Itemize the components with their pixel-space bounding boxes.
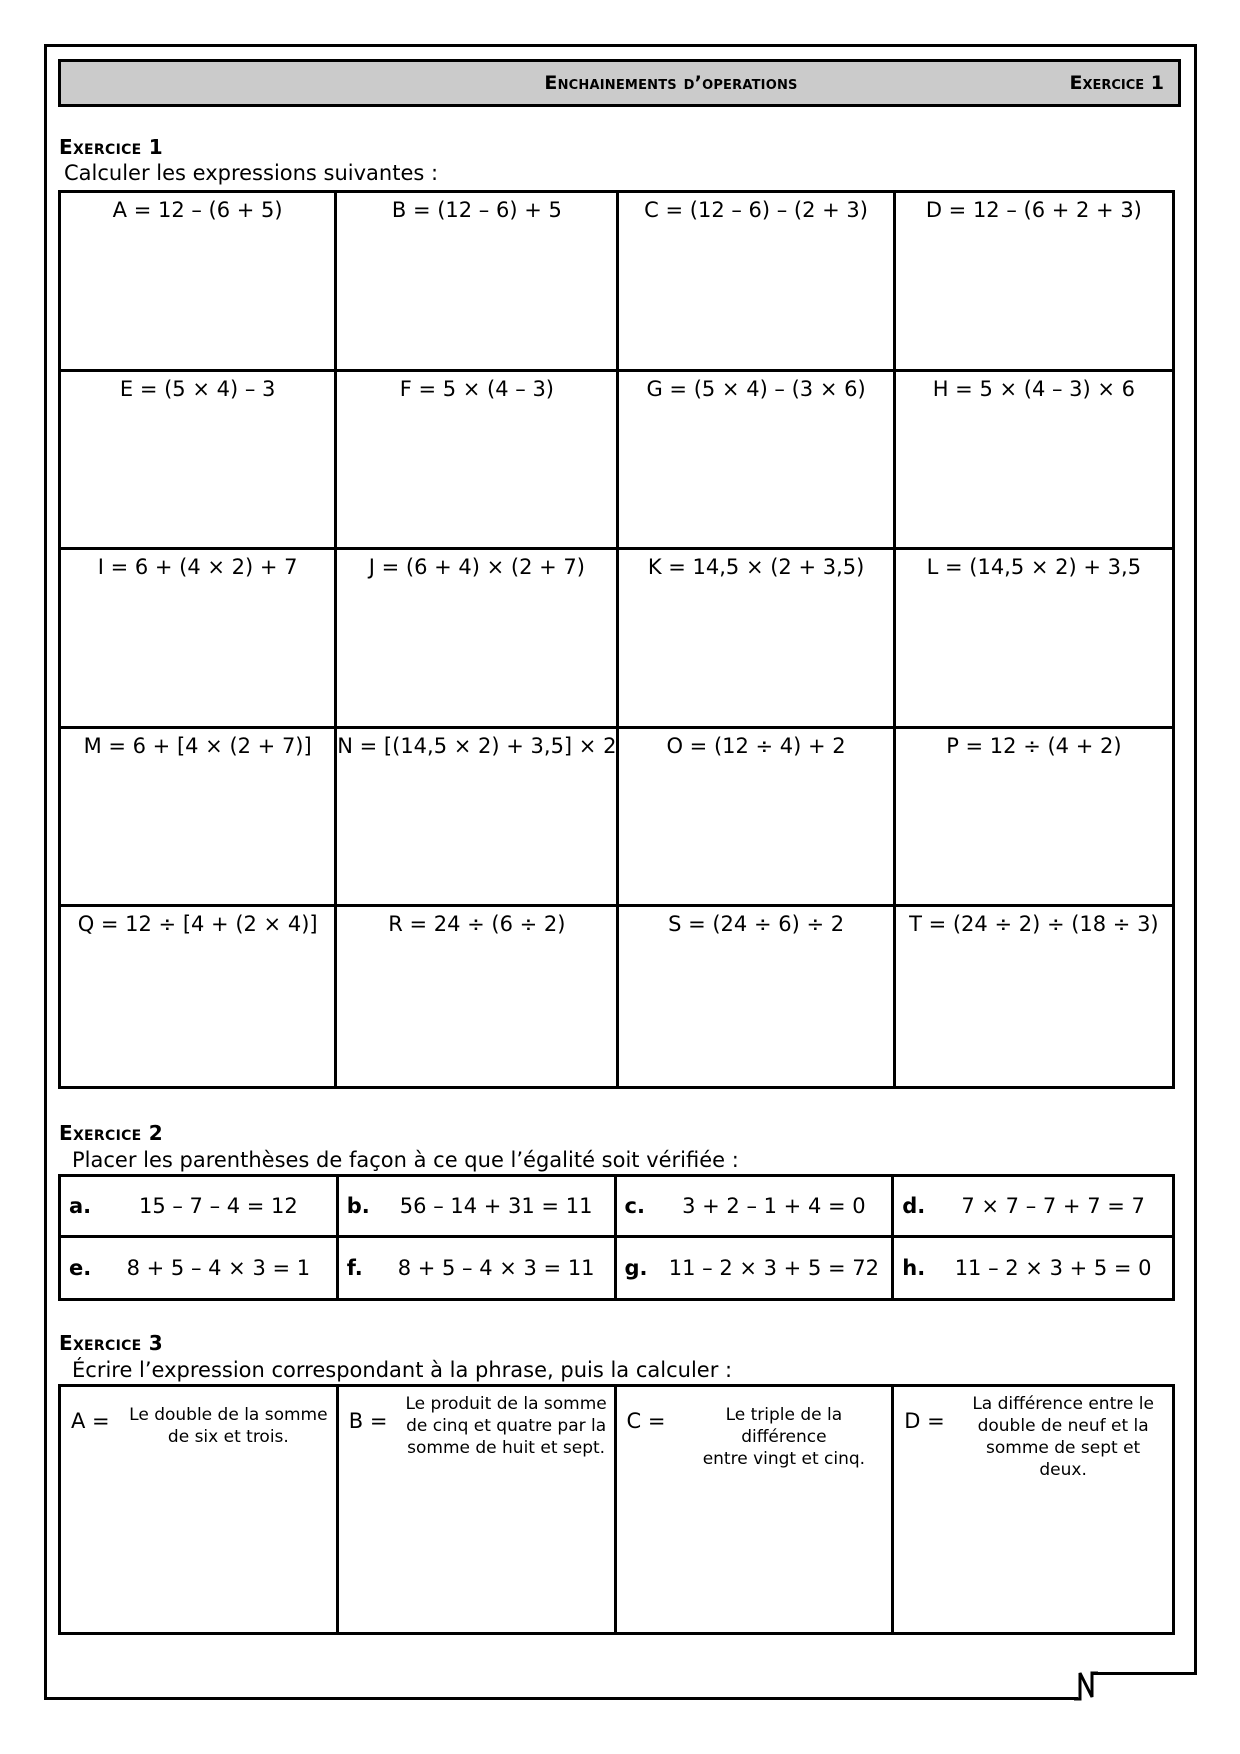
expression-cell: D = 12 – (6 + 2 + 3): [896, 193, 1172, 372]
expression-cell: E = (5 × 4) – 3: [61, 372, 337, 551]
equality-expression: 7 × 7 – 7 + 7 = 7: [961, 1193, 1145, 1218]
equality-cell: [339, 1177, 617, 1238]
phrase-line: de cinq et quatre par la: [406, 1416, 607, 1436]
phrase-line: entre vingt et cinq.: [702, 1449, 866, 1469]
item-label: b.: [346, 1193, 370, 1218]
expression-cell: J = (6 + 4) × (2 + 7): [337, 550, 619, 729]
phrase-line: somme de huit et sept.: [407, 1438, 606, 1458]
equality-cell: [894, 1177, 1172, 1238]
equality-expression: 3 + 2 – 1 + 4 = 0: [682, 1193, 866, 1218]
phrase-cell: [617, 1387, 895, 1632]
item-label: a.: [69, 1193, 92, 1218]
phrase-text: [127, 1404, 330, 1448]
expression-cell: K = 14,5 × (2 + 3,5): [619, 550, 895, 729]
equality-expression: 56 – 14 + 31 = 11: [399, 1193, 593, 1218]
equality-cell: [339, 1238, 617, 1299]
expression-cell: L = (14,5 × 2) + 3,5: [896, 550, 1172, 729]
equality-expression: 11 – 2 × 3 + 5 = 72: [668, 1255, 879, 1280]
expression-cell: F = 5 × (4 – 3): [337, 372, 619, 551]
item-label: A =: [71, 1409, 110, 1433]
exercise1-instruction: Calculer les expressions suivantes :: [64, 161, 439, 185]
equality-cell: [61, 1177, 339, 1238]
page-title: Enchainements d’operations: [544, 72, 798, 94]
phrase-text: [683, 1404, 886, 1470]
phrase-cell: [61, 1387, 339, 1632]
item-label: g.: [624, 1255, 648, 1280]
phrase-line: Le double de la somme: [129, 1405, 328, 1425]
phrase-line: Le triple de la différence: [725, 1405, 843, 1447]
phrase-cell: [894, 1387, 1172, 1632]
expression-cell: H = 5 × (4 – 3) × 6: [896, 372, 1172, 551]
expression-cell: I = 6 + (4 × 2) + 7: [61, 550, 337, 729]
equality-cell: [61, 1238, 339, 1299]
phrase-text: [405, 1393, 608, 1459]
equality-expression: 11 – 2 × 3 + 5 = 0: [954, 1255, 1152, 1280]
equality-expression: 15 – 7 – 4 = 12: [138, 1193, 298, 1218]
page-frame-top: [44, 44, 1197, 47]
header-exercise-label: Exercice 1: [1069, 72, 1164, 94]
phrase-line: double de neuf et la: [977, 1416, 1149, 1436]
exercise1-title: Exercice 1: [59, 135, 163, 159]
item-label: C =: [626, 1409, 666, 1433]
equality-cell: [617, 1177, 895, 1238]
item-label: h.: [902, 1255, 926, 1280]
item-label: c.: [624, 1193, 645, 1218]
expression-cell: Q = 12 ÷ [4 + (2 × 4)]: [61, 907, 337, 1086]
exercise2-instruction: Placer les parenthèses de façon à ce que l’égalité soit vérifiée :: [72, 1148, 739, 1172]
phrase-line: La différence entre le: [972, 1394, 1154, 1414]
expression-cell: P = 12 ÷ (4 + 2): [896, 729, 1172, 908]
exercise2-title: Exercice 2: [59, 1121, 163, 1145]
phrase-line: somme de sept et deux.: [986, 1438, 1141, 1480]
equality-expression: 8 + 5 – 4 × 3 = 1: [126, 1255, 311, 1280]
exercise3-instruction: Écrire l’expression correspondant à la phrase, puis la calculer :: [72, 1358, 733, 1382]
exercise3-title: Exercice 3: [59, 1331, 163, 1355]
expression-cell: T = (24 ÷ 2) ÷ (18 ÷ 3): [909, 912, 1159, 937]
equality-expression: 8 + 5 – 4 × 3 = 11: [397, 1255, 595, 1280]
expression-cell: R = 24 ÷ (6 ÷ 2): [337, 907, 619, 1086]
page-frame-bottom: [44, 1697, 1078, 1700]
item-label: f.: [346, 1255, 363, 1280]
phrase-line: de six et trois.: [167, 1427, 289, 1447]
expression-cell: G = (5 × 4) – (3 × 6): [619, 372, 895, 551]
expression-cell: S = (24 ÷ 6) ÷ 2: [619, 907, 895, 1086]
expression-cell: A = 12 – (6 + 5): [61, 193, 337, 372]
expression-cell: C = (12 – 6) – (2 + 3): [619, 193, 895, 372]
expression-cell: O = (12 ÷ 4) + 2: [619, 729, 895, 908]
expression-cell: M = 6 + [4 × (2 + 7)]: [61, 729, 337, 908]
item-label: D =: [904, 1409, 945, 1433]
phrase-cell: [339, 1387, 617, 1632]
page-frame-bottom-right: [1092, 1672, 1197, 1675]
exercise1-table: [58, 190, 1175, 1089]
exercise3-table: [58, 1384, 1175, 1635]
item-label: B =: [348, 1409, 388, 1433]
item-label: d.: [902, 1193, 926, 1218]
expression-cell: B = (12 – 6) + 5: [337, 193, 619, 372]
equality-cell: [617, 1238, 895, 1299]
exercise2-table: [58, 1174, 1175, 1301]
phrase-line: Le produit de la somme: [405, 1394, 607, 1414]
item-label: e.: [69, 1255, 92, 1280]
page-header: [58, 59, 1181, 107]
page-frame-right: [1194, 44, 1197, 1674]
page-frame-left: [44, 44, 47, 1700]
page-corner-notch-icon: [1074, 1670, 1098, 1702]
expression-cell: N = [(14,5 × 2) + 3,5] × 2: [337, 729, 619, 908]
equality-cell: [894, 1238, 1172, 1299]
phrase-text: [960, 1393, 1166, 1481]
